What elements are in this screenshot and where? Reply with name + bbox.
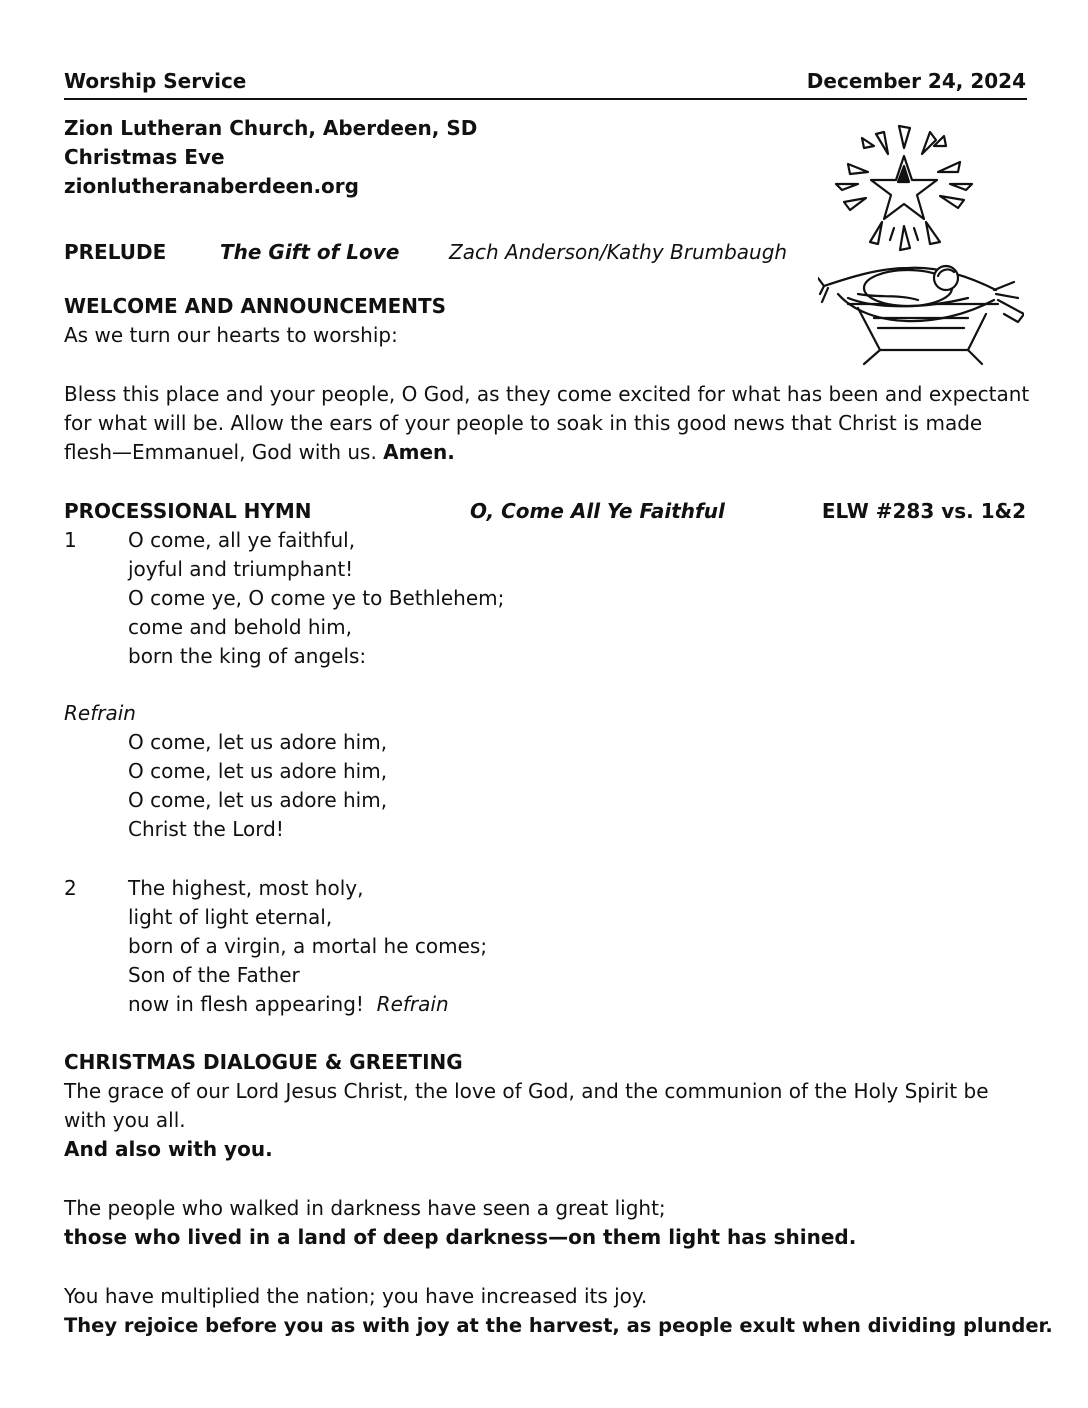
hymn-heading: PROCESSIONAL HYMN [64,499,312,523]
verse-text: now in flesh appearing! [128,992,364,1016]
website: zionlutheranaberdeen.org [64,174,359,198]
congregation-response: those who lived in a land of deep darkness—on them light has shined. [64,1225,857,1249]
congregation-response: And also with you. [64,1137,273,1161]
leader-line: You have multiplied the nation; you have increased its joy. [64,1284,648,1308]
church-name: Zion Lutheran Church, Aberdeen, SD [64,116,478,140]
refrain-line: O come, let us adore him, [128,788,388,812]
refrain-line: O come, let us adore him, [128,730,388,754]
leader-line: The people who walked in darkness have seen a great light; [64,1196,666,1220]
verse-line-last [128,990,449,1019]
welcome-heading: WELCOME AND ANNOUNCEMENTS [64,294,447,318]
verse-line: O come, all ye faithful, [128,528,356,552]
congregation-response: They rejoice before you as with joy at the harvest, as people exult when dividing plunder. [64,1314,1053,1337]
prelude-heading: PRELUDE [64,240,167,264]
refrain-label: Refrain [64,701,136,725]
prayer-line-last [64,438,455,467]
verse-line: born of a virgin, a mortal he comes; [128,934,488,958]
verse-line: light of light eternal, [128,905,333,929]
amen-response: Amen. [383,440,455,464]
dialogue-heading: CHRISTMAS DIALOGUE & GREETING [64,1050,463,1074]
verse-line: joyful and triumphant! [128,557,354,581]
prayer-line: for what will be. Allow the ears of your people to soak in this good news that Christ is made [64,411,983,435]
verse-line: come and behold him, [128,615,352,639]
refrain-reference: Refrain [376,992,449,1016]
header-divider [64,98,1027,100]
prayer-text: flesh—Emmanuel, God with us. [64,440,377,464]
welcome-intro: As we turn our hearts to worship: [64,323,398,347]
verse-line: O come ye, O come ye to Bethlehem; [128,586,505,610]
hymn-title: O, Come All Ye Faithful [470,499,725,523]
grace-line: The grace of our Lord Jesus Christ, the love of God, and the communion of the Holy Spirit be [64,1079,989,1103]
refrain-line: O come, let us adore him, [128,759,388,783]
refrain-line: Christ the Lord! [128,817,284,841]
header-title: Worship Service [64,69,247,93]
verse-line: born the king of angels: [128,644,367,668]
grace-line: with you all. [64,1108,186,1132]
prelude-title: The Gift of Love [220,240,400,264]
prelude-composer: Zach Anderson/Kathy Brumbaugh [449,240,788,264]
header-date: December 24, 2024 [806,69,1026,93]
star-and-manger-icon [818,118,1024,368]
hymn-number: ELW #283 vs. 1&2 [821,499,1026,523]
verse-number: 1 [64,528,77,552]
verse-line: The highest, most holy, [128,876,364,900]
occasion: Christmas Eve [64,145,225,169]
verse-number: 2 [64,876,77,900]
prayer-line: Bless this place and your people, O God, as they come excited for what has been and expectant [64,382,1030,406]
verse-line: Son of the Father [128,963,300,987]
